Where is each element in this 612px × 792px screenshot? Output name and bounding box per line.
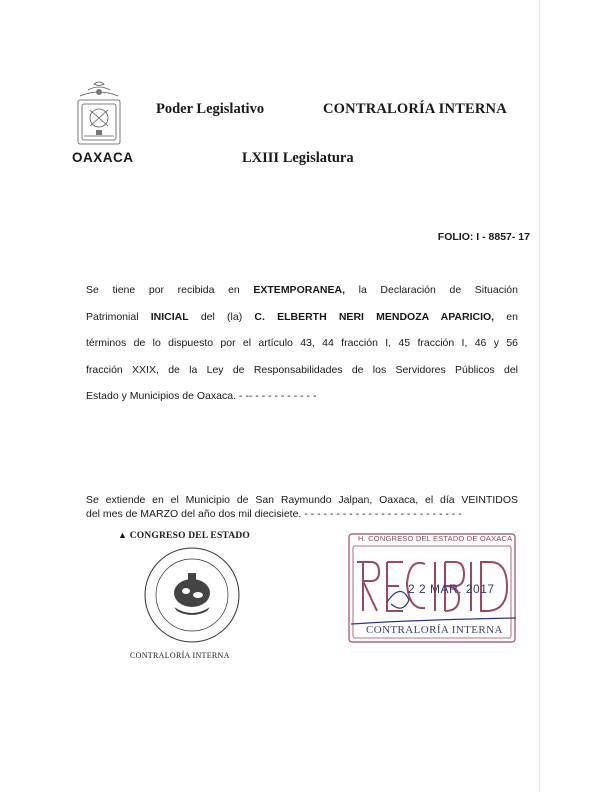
closing-line: Se extiende en el Municipio de San Raymundo Jalpan, Oaxaca, el día VEINTIDOS [86, 494, 518, 506]
closing-statement [86, 494, 518, 521]
state-name: OAXACA [72, 150, 134, 165]
stamp-footer: CONTRALORÍA INTERNA [366, 624, 503, 636]
oaxaca-coat-of-arms-logo [72, 80, 126, 148]
folio-number: FOLIO: I - 8857- 17 [437, 231, 530, 243]
paragraph-line: términos de lo dispuesto por el artículo 43, 44 fracción I, 45 fracción I, 46 y 56 [86, 337, 518, 350]
congress-seal-stamp [140, 545, 244, 645]
margin-line [539, 0, 540, 792]
seal-caption: CONTRALORÍA INTERNA [130, 651, 230, 660]
closing-line: del mes de MARZO del año dos mil diecisiete. - - - - - - - - - - - - - - - - - - - - - - - - - [86, 507, 462, 520]
paragraph-line: Patrimonial INICIAL del (la) C. ELBERTH NERI MENDOZA APARICIO, en [86, 310, 518, 323]
department-name: CONTRALORÍA INTERNA [323, 101, 507, 117]
declaration-paragraph [86, 277, 518, 410]
seal-emblem-icon: ▲ [118, 530, 128, 540]
paragraph-line: Se tiene por recibida en EXTEMPORANEA, la Declaración de Situación [86, 284, 518, 296]
paragraph-line: Estado y Municipios de Oaxaca. - -- - - - - - - - - - - [86, 390, 317, 403]
paragraph-line: fracción XXIX, de la Ley de Responsabilidades de los Servidores Públicos del [86, 363, 518, 376]
organization-name: Poder Legislativo [156, 101, 265, 117]
stamp-date: 2 2 MAR. 2017 [408, 582, 495, 596]
stamp-header: H. CONGRESO DEL ESTADO DE OAXACA [358, 534, 513, 543]
seal-title: ▲ CONGRESO DEL ESTADO [118, 530, 250, 541]
legislature-name: LXIII Legislatura [242, 150, 354, 166]
